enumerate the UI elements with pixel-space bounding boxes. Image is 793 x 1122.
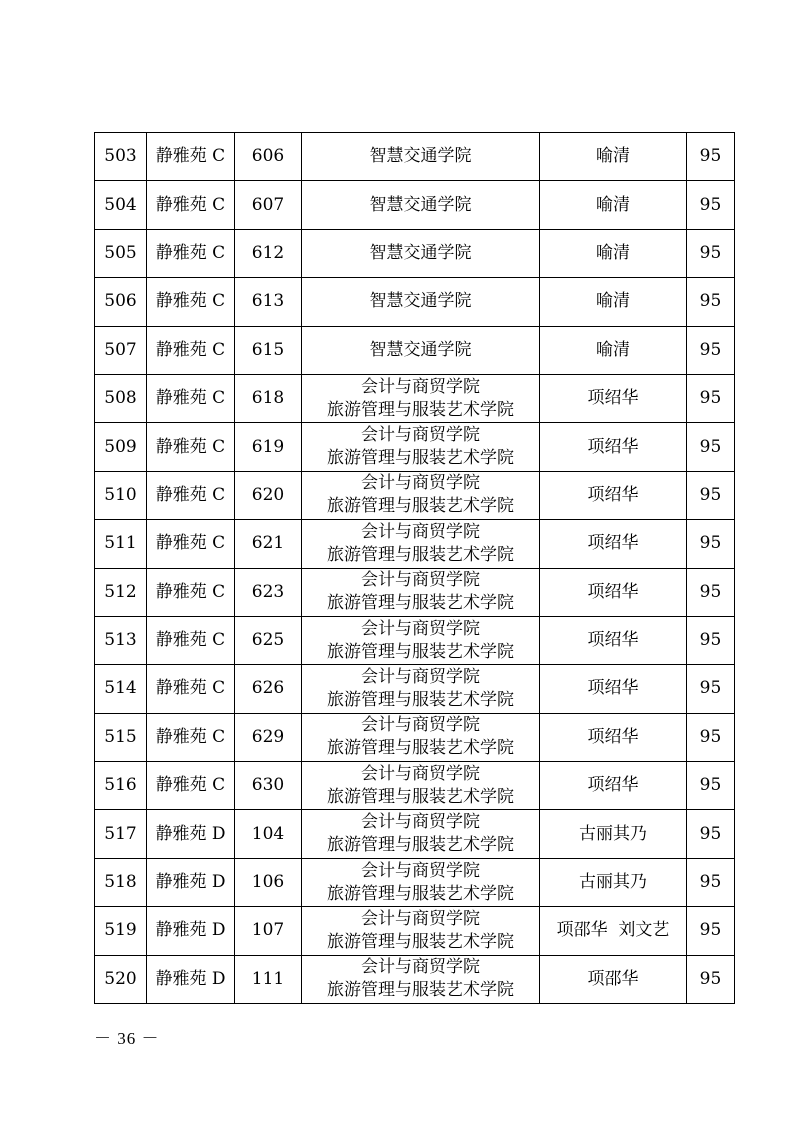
score-cell: 95: [687, 278, 735, 326]
row-number-cell: 507: [95, 326, 147, 374]
building-cell: 静雅苑 C: [147, 133, 235, 181]
table-body: [95, 133, 735, 1004]
person-in-charge-cell: 项绍华: [540, 665, 687, 713]
building-cell: 静雅苑 D: [147, 955, 235, 1003]
table-row: [95, 665, 735, 713]
person-in-charge-cell: 喻清: [540, 133, 687, 181]
row-number-cell: 511: [95, 520, 147, 568]
score-cell: 95: [687, 762, 735, 810]
row-number-cell: 514: [95, 665, 147, 713]
college-cell: [302, 374, 540, 422]
row-number-cell: 519: [95, 907, 147, 955]
college-cell: [302, 907, 540, 955]
building-cell: 静雅苑 C: [147, 229, 235, 277]
college-name: 会计与商贸学院: [361, 666, 480, 687]
row-number-cell: 510: [95, 471, 147, 519]
row-number-cell: 513: [95, 616, 147, 664]
person-in-charge-cell: 项绍华: [540, 471, 687, 519]
college-cell: [302, 133, 540, 181]
person-in-charge-cell: 项绍华: [540, 762, 687, 810]
college-name: 会计与商贸学院: [361, 860, 480, 881]
table-row: [95, 520, 735, 568]
score-cell: 95: [687, 568, 735, 616]
college-cell: [302, 955, 540, 1003]
score-cell: 95: [687, 907, 735, 955]
college-name: 会计与商贸学院: [361, 618, 480, 639]
room-cell: 106: [235, 858, 302, 906]
table-row: [95, 907, 735, 955]
room-cell: 107: [235, 907, 302, 955]
building-cell: 静雅苑 C: [147, 520, 235, 568]
college-name: 旅游管理与服装艺术学院: [327, 641, 514, 662]
room-cell: 621: [235, 520, 302, 568]
building-cell: 静雅苑 C: [147, 374, 235, 422]
college-name: 旅游管理与服装艺术学院: [327, 835, 514, 856]
college-name: 旅游管理与服装艺术学院: [327, 980, 514, 1001]
room-cell: 620: [235, 471, 302, 519]
college-name: 智慧交通学院: [369, 146, 472, 167]
room-cell: 606: [235, 133, 302, 181]
college-name: 会计与商贸学院: [361, 425, 480, 446]
college-cell: [302, 713, 540, 761]
score-cell: 95: [687, 181, 735, 229]
person-in-charge-cell: 喻清: [540, 326, 687, 374]
college-name: 会计与商贸学院: [361, 957, 480, 978]
person-in-charge-cell: 古丽其乃: [540, 858, 687, 906]
college-name: 旅游管理与服装艺术学院: [327, 399, 514, 420]
college-cell: [302, 278, 540, 326]
score-cell: 95: [687, 665, 735, 713]
table-row: [95, 616, 735, 664]
college-cell: [302, 423, 540, 471]
person-in-charge-cell: 喻清: [540, 229, 687, 277]
college-name: 会计与商贸学院: [361, 473, 480, 494]
row-number-cell: 518: [95, 858, 147, 906]
table-row: [95, 326, 735, 374]
room-cell: 607: [235, 181, 302, 229]
college-name: 智慧交通学院: [369, 291, 472, 312]
table-row: [95, 713, 735, 761]
college-name: 旅游管理与服装艺术学院: [327, 931, 514, 952]
college-name: 旅游管理与服装艺术学院: [327, 544, 514, 565]
table-row: [95, 423, 735, 471]
room-cell: 612: [235, 229, 302, 277]
college-name: 会计与商贸学院: [361, 715, 480, 736]
score-cell: 95: [687, 520, 735, 568]
building-cell: 静雅苑 C: [147, 326, 235, 374]
room-cell: 619: [235, 423, 302, 471]
table-row: [95, 568, 735, 616]
table-row: [95, 133, 735, 181]
row-number-cell: 508: [95, 374, 147, 422]
room-cell: 111: [235, 955, 302, 1003]
score-cell: 95: [687, 713, 735, 761]
building-cell: 静雅苑 C: [147, 713, 235, 761]
person-in-charge-cell: 项邵华: [540, 955, 687, 1003]
score-cell: 95: [687, 374, 735, 422]
building-cell: 静雅苑 C: [147, 568, 235, 616]
person-in-charge-cell: 项绍华: [540, 520, 687, 568]
score-cell: 95: [687, 423, 735, 471]
college-name: 旅游管理与服装艺术学院: [327, 593, 514, 614]
building-cell: 静雅苑 C: [147, 181, 235, 229]
row-number-cell: 503: [95, 133, 147, 181]
college-name: 会计与商贸学院: [361, 376, 480, 397]
table-row: [95, 762, 735, 810]
room-cell: 104: [235, 810, 302, 858]
room-cell: 623: [235, 568, 302, 616]
table-row: [95, 471, 735, 519]
score-cell: 95: [687, 326, 735, 374]
room-cell: 629: [235, 713, 302, 761]
dormitory-score-table: [94, 132, 735, 1004]
dormitory-score-table-wrapper: [94, 132, 734, 1004]
college-name: 旅游管理与服装艺术学院: [327, 448, 514, 469]
college-name: 智慧交通学院: [369, 339, 472, 360]
building-cell: 静雅苑 C: [147, 278, 235, 326]
building-cell: 静雅苑 C: [147, 762, 235, 810]
person-in-charge-cell: 项绍华: [540, 423, 687, 471]
college-name: 会计与商贸学院: [361, 763, 480, 784]
room-cell: 626: [235, 665, 302, 713]
building-cell: 静雅苑 C: [147, 616, 235, 664]
score-cell: 95: [687, 133, 735, 181]
score-cell: 95: [687, 810, 735, 858]
table-row: [95, 955, 735, 1003]
college-name: 旅游管理与服装艺术学院: [327, 786, 514, 807]
college-name: 会计与商贸学院: [361, 812, 480, 833]
college-cell: [302, 762, 540, 810]
table-row: [95, 374, 735, 422]
room-cell: 615: [235, 326, 302, 374]
college-cell: [302, 568, 540, 616]
person-in-charge-cell: 项绍华: [540, 374, 687, 422]
row-number-cell: 505: [95, 229, 147, 277]
college-name: 旅游管理与服装艺术学院: [327, 689, 514, 710]
row-number-cell: 506: [95, 278, 147, 326]
score-cell: 95: [687, 955, 735, 1003]
room-cell: 613: [235, 278, 302, 326]
score-cell: 95: [687, 616, 735, 664]
score-cell: 95: [687, 858, 735, 906]
college-name: 旅游管理与服装艺术学院: [327, 738, 514, 759]
room-cell: 630: [235, 762, 302, 810]
person-in-charge-cell: 项绍华: [540, 616, 687, 664]
person-in-charge-cell: 古丽其乃: [540, 810, 687, 858]
building-cell: 静雅苑 D: [147, 907, 235, 955]
college-cell: [302, 858, 540, 906]
college-name: 会计与商贸学院: [361, 521, 480, 542]
building-cell: 静雅苑 C: [147, 423, 235, 471]
row-number-cell: 512: [95, 568, 147, 616]
college-cell: [302, 181, 540, 229]
college-cell: [302, 326, 540, 374]
college-cell: [302, 229, 540, 277]
row-number-cell: 515: [95, 713, 147, 761]
college-name: 会计与商贸学院: [361, 908, 480, 929]
table-row: [95, 810, 735, 858]
row-number-cell: 509: [95, 423, 147, 471]
person-in-charge-cell: 喻清: [540, 181, 687, 229]
table-row: [95, 181, 735, 229]
college-name: 旅游管理与服装艺术学院: [327, 883, 514, 904]
college-cell: [302, 616, 540, 664]
table-row: [95, 229, 735, 277]
row-number-cell: 516: [95, 762, 147, 810]
building-cell: 静雅苑 D: [147, 810, 235, 858]
college-cell: [302, 665, 540, 713]
person-in-charge-cell: 喻清: [540, 278, 687, 326]
college-name: 智慧交通学院: [369, 194, 472, 215]
row-number-cell: 517: [95, 810, 147, 858]
college-name: 旅游管理与服装艺术学院: [327, 496, 514, 517]
person-in-charge-cell: 项邵华 刘文艺: [540, 907, 687, 955]
page-number: － 36 －: [94, 1029, 160, 1048]
college-cell: [302, 471, 540, 519]
table-row: [95, 858, 735, 906]
score-cell: 95: [687, 471, 735, 519]
college-name: 会计与商贸学院: [361, 570, 480, 591]
building-cell: 静雅苑 C: [147, 471, 235, 519]
college-name: 智慧交通学院: [369, 242, 472, 263]
college-cell: [302, 520, 540, 568]
building-cell: 静雅苑 C: [147, 665, 235, 713]
person-in-charge-cell: 项绍华: [540, 713, 687, 761]
room-cell: 625: [235, 616, 302, 664]
table-row: [95, 278, 735, 326]
building-cell: 静雅苑 D: [147, 858, 235, 906]
person-in-charge-cell: 项绍华: [540, 568, 687, 616]
row-number-cell: 504: [95, 181, 147, 229]
college-cell: [302, 810, 540, 858]
room-cell: 618: [235, 374, 302, 422]
score-cell: 95: [687, 229, 735, 277]
row-number-cell: 520: [95, 955, 147, 1003]
